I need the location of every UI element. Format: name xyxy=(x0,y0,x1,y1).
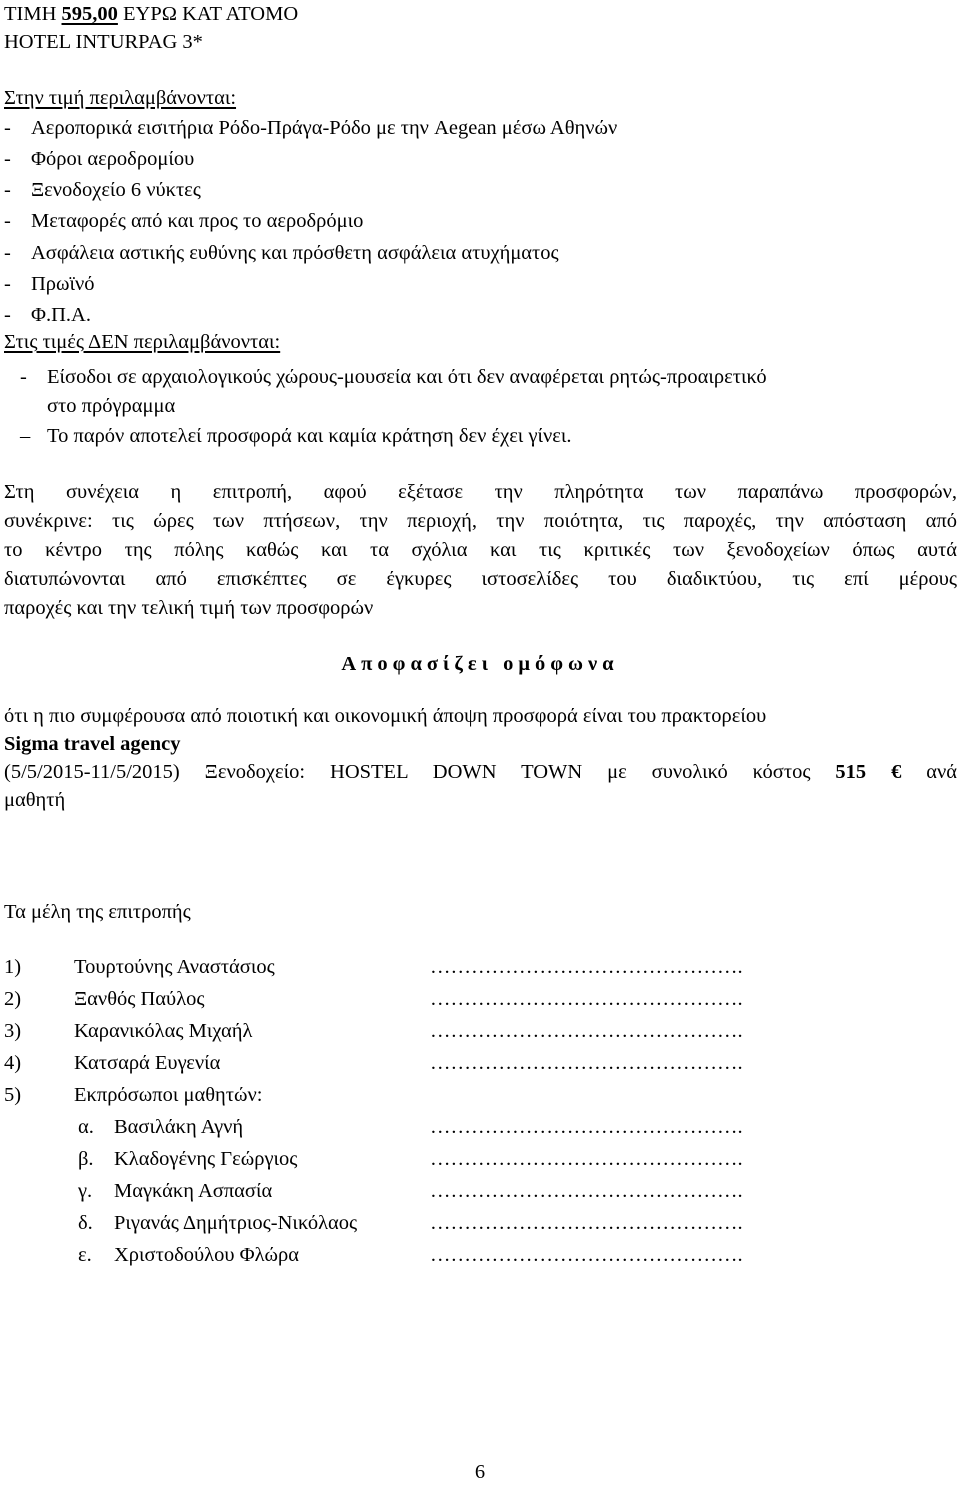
included-item: - Ασφάλεια αστικής ευθύνης και πρόσθετη ασφάλεια ατυχήματος xyxy=(4,242,559,264)
included-item: - Πρωϊνό xyxy=(4,273,95,295)
included-item: - Μεταφορές από και προς το αεροδρόμιο xyxy=(4,210,364,232)
included-heading: Στην τιμή περιλαμβάνονται: xyxy=(4,87,237,109)
paragraph-line: συνέκρινε: τις ώρες των πτήσεων, την περιοχή, την ποιότητα, τις παροχές, την απόσταση από xyxy=(4,510,957,532)
excluded-item-continuation: στο πρόγραμμα xyxy=(47,395,176,417)
hotel-name: HOTEL INTURPAG 3* xyxy=(4,31,203,53)
excluded-item: - Είσοδοι σε αρχαιολογικούς χώρους-μουσεία και ότι δεν αναφέρεται ρητώς-προαιρετικό xyxy=(20,366,767,388)
excluded-heading: Στις τιμές ΔΕΝ περιλαμβάνονται: xyxy=(4,331,281,353)
decision-line: μαθητή xyxy=(4,789,66,811)
signature-line: ………………………………………. xyxy=(430,988,743,1010)
signature-line: ………………………………………. xyxy=(430,1212,743,1234)
included-item: - Φόροι αεροδρομίου xyxy=(4,148,195,170)
paragraph-line: Στη συνέχεια η επιτροπή, αφού εξέτασε την πληρότητα των παραπάνω προσφορών, xyxy=(4,481,957,503)
signature-line: ………………………………………. xyxy=(430,1116,743,1138)
signature-line: ………………………………………. xyxy=(430,1052,743,1074)
price-prefix: ΤΙΜΗ xyxy=(4,3,57,25)
signature-line: ………………………………………. xyxy=(430,1244,743,1266)
included-item: - Αεροπορικά εισιτήρια Ρόδο-Πράγα-Ρόδο με την Aegean μέσω Αθηνών xyxy=(4,117,618,139)
signature-line: ………………………………………. xyxy=(430,1020,743,1042)
decision-line: ότι η πιο συμφέρουσα από ποιοτική και οικονομική άποψη προσφορά είναι του πρακτορείου xyxy=(4,705,767,727)
agency-name: Sigma travel agency xyxy=(4,733,181,755)
price-suffix: ΕΥΡΩ ΚΑΤ ΑΤΟΜΟ xyxy=(123,3,299,25)
price-value: 595,00 xyxy=(61,3,118,25)
decision-cost-line: (5/5/2015-11/5/2015) Ξενοδοχείο: HOSTEL DOWN TOWN με συνολικό κόστος 515 € ανά xyxy=(4,761,957,783)
signature-line: ………………………………………. xyxy=(430,956,743,978)
paragraph-line: διατυπώνονται από επισκέπτες σε έγκυρες ιστοσελίδες του διαδικτύου, τις επί μέρους xyxy=(4,568,957,590)
excluded-item: – Το παρόν αποτελεί προσφορά και καμία κράτηση δεν έχει γίνει. xyxy=(20,425,572,447)
signature-line: ………………………………………. xyxy=(430,1148,743,1170)
signature-line: ………………………………………. xyxy=(430,1180,743,1202)
included-item: - Ξενοδοχείο 6 νύκτες xyxy=(4,179,201,201)
page-number: 6 xyxy=(474,1461,486,1483)
document-page: ΤΙΜΗ 595,00 ΕΥΡΩ ΚΑΤ ΑΤΟΜΟ HOTEL INTURPAG 3* Στην τιμή περιλαμβάνονται: - Αεροπορικά εισιτήρια Ρόδο-Πράγα-Ρόδο με την Aegean μέσω Αθηνών - Φόροι αεροδρομίου - Ξενοδοχείο 6 νύκτες - Μεταφορές από και προς το αεροδρόμιο - Ασφάλεια αστικής ευθύνης και πρόσθετη ασφάλεια ατυχήματος - Πρωϊνό - Φ.Π.Α. Στις τιμές ΔΕΝ περιλαμβάνονται: - Είσοδοι σε αρχαιολογικούς χώρους-μουσεία και ότι δεν αναφέρεται ρητώς-προαιρετικό στο πρόγραμμα – Το παρόν αποτελεί προσφορά και καμία κράτηση δεν έχει γίνει. Στη συνέχεια η επιτροπή, αφού εξέτασε την πληρότητα των παραπάνω προσφορών, συνέκρινε: τις ώρες των πτήσεων, την περιοχή, την ποιότητα, τις παροχές, την απόσταση από το κέντρο της πόλης καθώς και τα σχόλια και τις κριτικές των ξενοδοχείων όπως αυτά διατυπώνονται από επισκέπτες σε έγκυρες ιστοσελίδες του διαδικτύου, τις επί μέρους παροχές και την τελική τιμή των προσφορών Αποφασίζει ομόφωνα ότι η πιο συμφέρουσα από ποιοτική και οικονομική άποψη προσφορά είναι του πρακτορείου Sigma travel agency (5/5/2015-11/5/2015) Ξενοδοχείο: HOSTEL DOWN TOWN με συνολικό κόστος 515 € ανά μαθητή Τα μέλη της επιτροπής 1) Τουρτούνης Αναστάσιος ………………………………………. 2) Ξανθός Παύλος ………………………………………. 3) Καρανικόλας Μιχαήλ ………………………………………. 4) Κατσαρά Ευγενία ………………………………………. 5) Εκπρόσωποι μαθητών: α. Βασιλάκη Αγνή ………………………………………. β. Κλαδογένης Γεώργιος ………………………………………. γ. Μαγκάκη Ασπασία ………………………………………. δ. Ριγανάς Δημήτριος-Νικόλαος ………………………………………. ε. Χριστοδούλου Φλώρα ………………………………………. 6 xyxy=(0,0,960,1482)
included-item: - Φ.Π.Α. xyxy=(4,304,91,326)
committee-heading: Τα μέλη της επιτροπής xyxy=(4,901,191,923)
cost-value: 515 xyxy=(835,761,867,783)
price-line xyxy=(4,0,298,28)
paragraph-line: παροχές και την τελική τιμή των προσφορών xyxy=(4,597,374,619)
paragraph-line: το κέντρο της πόλης καθώς και τα σχόλια και τις κριτικές των ξενοδοχείων όπως αυτά xyxy=(4,539,957,561)
euro-symbol: € xyxy=(891,761,902,783)
decision-title: Αποφασίζει ομόφωνα xyxy=(341,653,619,675)
